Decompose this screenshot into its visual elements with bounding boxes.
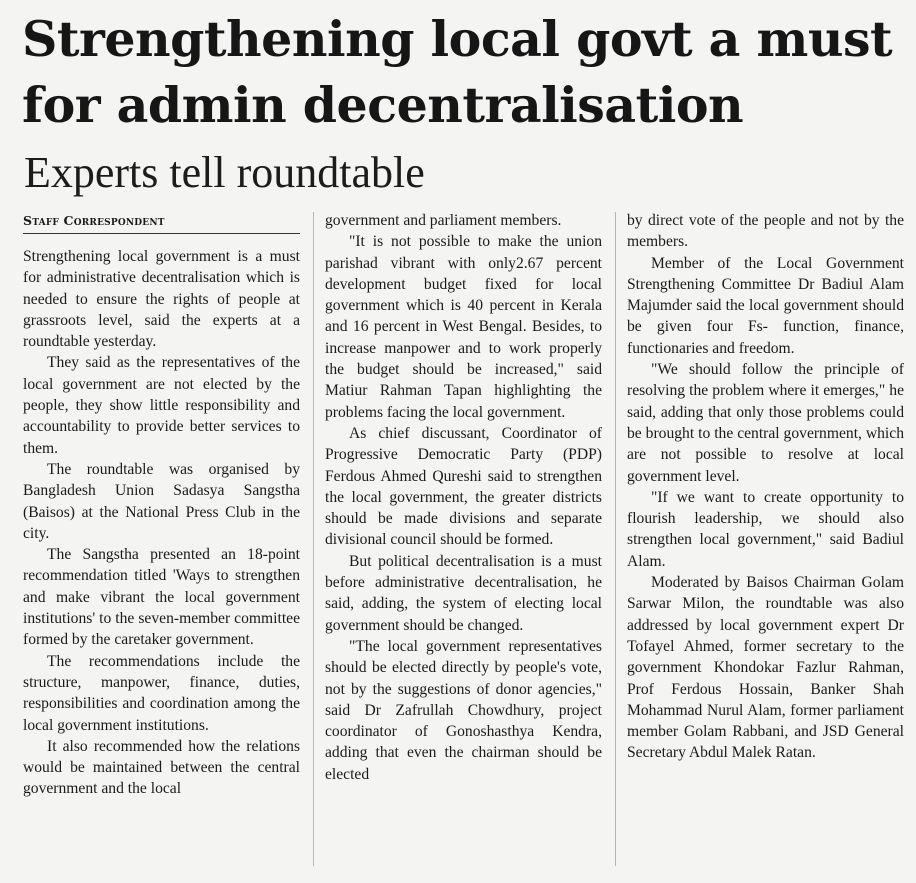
- paragraph: It also recommended how the relations would be maintained between the central government and the local: [23, 737, 300, 798]
- paragraph: The roundtable was organised by Bangladesh Union Sadasya Sangstha (Baisos) at the National Press Club in the city.: [23, 460, 300, 542]
- subheadline: Experts tell roundtable: [24, 148, 425, 197]
- paragraph: They said as the representatives of the local government are not elected by the people, they show little responsibility and accountability to provide better services to them.: [23, 354, 300, 457]
- paragraph: Strengthening local government is a must for administrative decentralisation which is needed to ensure the rights of people at grassroots level, said the experts at a roundtable yesterday.: [23, 248, 300, 351]
- article-column-2: [325, 210, 602, 785]
- column-divider: [615, 212, 616, 866]
- paragraph: "We should follow the principle of resolving the problem where it emerges," he said, adding that only those problems could be brought to the central government, which are not possible to resolve at local government level.: [627, 361, 904, 485]
- paragraph: But political decentralisation is a must before administrative decentralisation, he said, adding, the system of electing local government should be changed.: [325, 552, 602, 634]
- paragraph: As chief discussant, Coordinator of Progressive Democratic Party (PDP) Ferdous Ahmed Qureshi said to strengthen the local government, the greater districts should be made divisions and separate divisional council should be formed.: [325, 424, 602, 549]
- paragraph: "The local government representatives should be elected directly by people's vote, not by the suggestions of donor agencies," said Dr Zafrullah Chowdhury, project coordinator of Gonoshasthya Kendra, adding that even the chairman should be elected: [325, 637, 602, 783]
- paragraph: government and parliament members.: [325, 212, 562, 229]
- article-column-1: [23, 210, 300, 800]
- paragraph: Member of the Local Government Strengthening Committee Dr Badiul Alam Majumder said the local government should be given four Fs- function, finance, functionaries and freedom.: [627, 254, 904, 357]
- byline: Staff Correspondent: [23, 210, 300, 234]
- paragraph: The recommendations include the structure, manpower, finance, duties, responsibilities and coordination among the local government institutions.: [23, 652, 300, 734]
- paragraph: by direct vote of the people and not by the members.: [627, 212, 904, 251]
- paragraph: "If we want to create opportunity to flourish leadership, we should also strengthen local government," said Badiul Alam.: [627, 488, 904, 570]
- headline: Strengthening local govt a must for admin decentralisation: [22, 10, 893, 134]
- article-column-3: [627, 210, 904, 764]
- paragraph: The Sangstha presented an 18-point recommendation titled 'Ways to strengthen and make vibrant the local government institutions' to the seven-member committee formed by the caretaker government.: [23, 546, 300, 649]
- paragraph: "It is not possible to make the union parishad vibrant with only2.67 percent development budget fixed for local government which is 40 percent in Kerala and 16 percent in West Bengal. Besides, to increase manpower and to work properly the budget should be increased," said Matiur Rahman Tapan highlighting the problems facing the local government.: [325, 233, 602, 421]
- column-divider: [313, 212, 314, 866]
- paragraph: Moderated by Baisos Chairman Golam Sarwar Milon, the roundtable was also addressed by local government expert Dr Tofayel Ahmed, former secretary to the government Khondokar Fazlur Rahman, Prof Ferdous Hossain, Banker Shah Mohammad Nurul Alam, former parliament member Golam Rabbani, and JSD General Secretary Abdul Malek Ratan.: [627, 574, 904, 762]
